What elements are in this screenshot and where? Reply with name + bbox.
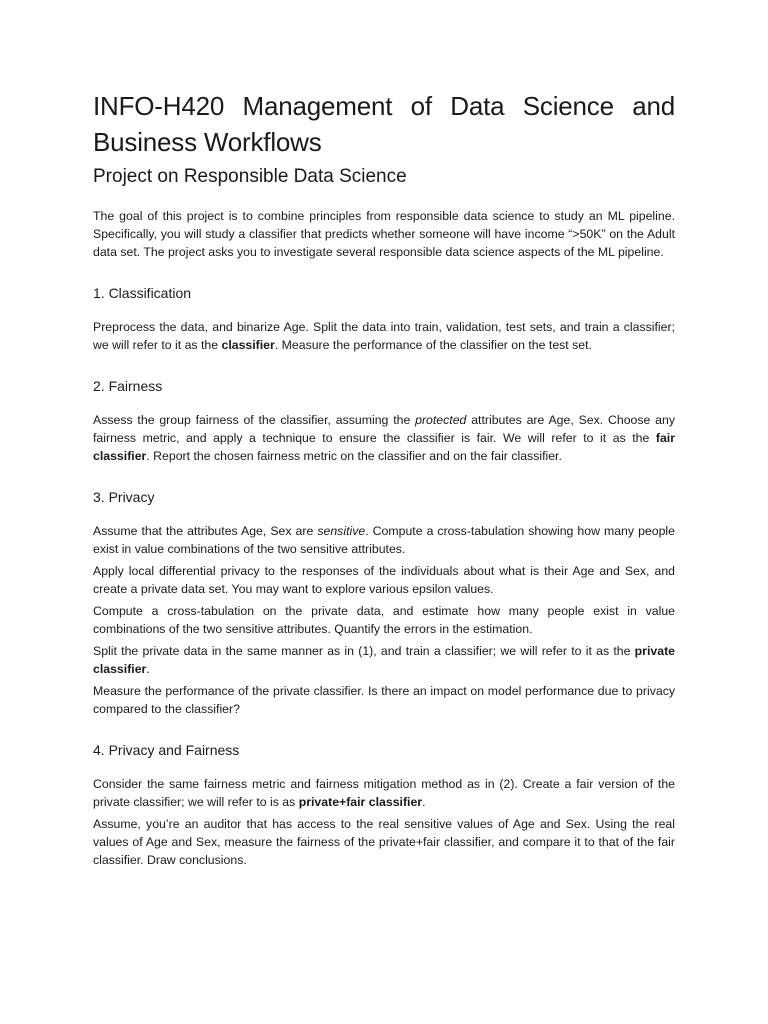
privacy-paragraph-3: Compute a cross-tabulation on the private data, and estimate how many people exist in value combinations of the two sensitive attributes. Quantify the errors in the estimation. [93, 604, 675, 636]
privacy-fairness-paragraph-1: Consider the same fairness metric and fairness mitigation method as in (2). Create a fair version of the private classifier; we will refer to is as private+fair classifier. [93, 777, 675, 809]
classification-paragraph: Preprocess the data, and binarize Age. Split the data into train, validation, test sets, and train a classifier; we will refer to it as the classifier. Measure the performance of the classifier on the test set. [93, 320, 675, 352]
section-heading-privacy: 3. Privacy [93, 489, 155, 505]
document-title: INFO-H420 Management of Data Science and Business Workflows [93, 91, 675, 157]
section-heading-fairness: 2. Fairness [93, 378, 163, 394]
intro-paragraph: The goal of this project is to combine principles from responsible data science to study an ML pipeline. Specifically, you will study a classifier that predicts whether someone will have income “>50K” on the Adult data set. The project asks you to investigate several responsible data science aspects of the ML pipeline. [93, 209, 675, 259]
privacy-fairness-paragraph-2: Assume, you’re an auditor that has access to the real sensitive values of Age and Sex. Using the real values of Age and Sex, measure the fairness of the private+fair classifier, and compare it to that of the fair classifier. Draw conclusions. [93, 817, 675, 867]
privacy-paragraph-4: Split the private data in the same manner as in (1), and train a classifier; we will refer to it as the private classifier. [93, 644, 675, 676]
section-heading-classification: 1. Classification [93, 285, 192, 301]
document-subtitle: Project on Responsible Data Science [93, 166, 407, 187]
section-heading-privacy-fairness: 4. Privacy and Fairness [93, 742, 240, 758]
privacy-paragraph-1: Assume that the attributes Age, Sex are sensitive. Compute a cross-tabulation showing how many people exist in value combinations of the two sensitive attributes. [93, 524, 675, 556]
privacy-paragraph-2: Apply local differential privacy to the responses of the individuals about what is their Age and Sex, and create a private data set. You may want to explore various epsilon values. [93, 564, 675, 596]
fairness-paragraph: Assess the group fairness of the classifier, assuming the protected attributes are Age, Sex. Choose any fairness metric, and apply a technique to ensure the classifier is fair. We will refer to it as the fair classifier. Report the chosen fairness metric on the classifier and on the fair classifier. [93, 413, 675, 463]
privacy-paragraph-5: Measure the performance of the private classifier. Is there an impact on model performance due to privacy compared to the classifier? [93, 684, 675, 716]
document-page [93, 88, 675, 869]
